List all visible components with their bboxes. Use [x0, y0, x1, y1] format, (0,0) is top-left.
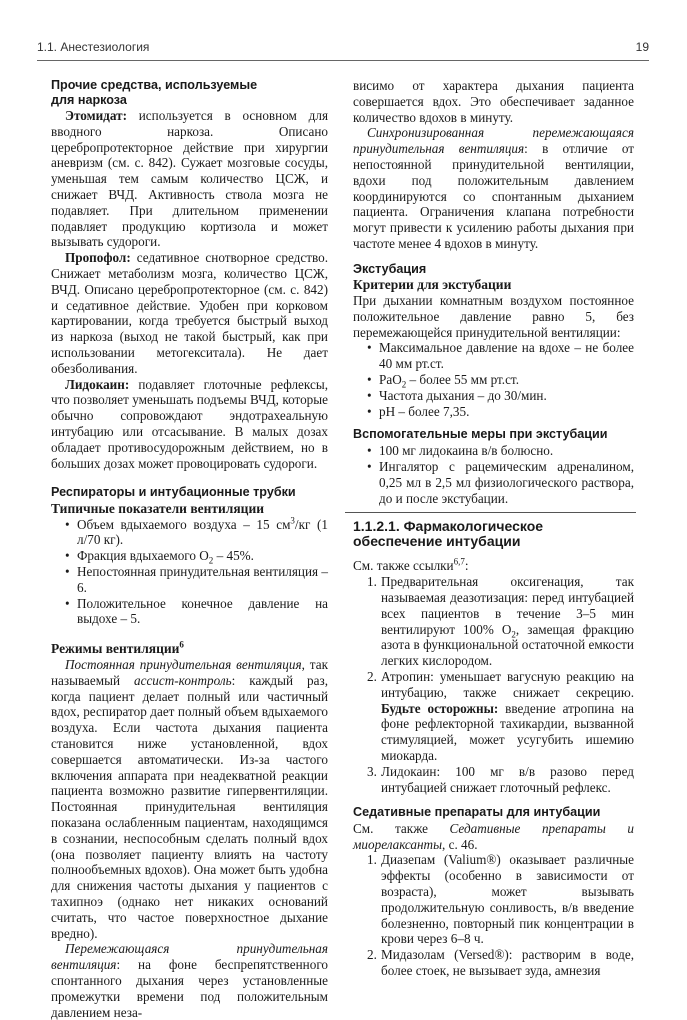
paragraph-etomidate: Этомидат: используется в основном для вводного наркоза. Описано церебропротекторное действие при хирургии аневризм (см. с. 842). Сужает мозговые сосуды, уменьшая тем самым количество ЦСЖ, и снижает ВЧД. Активность ствола мозга не подавляет. При длительном применении подавляет продукцию кортизола и может вызывать судороги. — [51, 108, 329, 250]
section-divider — [345, 512, 636, 513]
paragraph-continued: висимо от характера дыхания пациента совершается вдох. Это обеспечивает заданное количество вдохов в минуту. — [353, 78, 634, 125]
paragraph-lidocaine: Лидокаин: подавляет глоточные рефлексы, что позволяет уменьшать подъемы ВЧД, которые обычно сопровождают эндотрахеальную интубацию или отсасывание. В малых дозах обладает противосудорожным действием, но в больших дозах может провоцировать судороги. — [51, 376, 328, 471]
header-rule — [37, 60, 649, 61]
section-title: 1.1. Анестезиология — [37, 40, 150, 54]
heading-extubation: Экстубация — [353, 261, 427, 276]
auxiliary-list — [353, 443, 634, 506]
sedatives-list — [353, 852, 634, 978]
paragraph-intermittent-ventilation: Перемежающаяся принудительная вентиляция: на фоне беспрепятственного спонтанного дыхания через установленные промежутки времени под положительным давлением неза- — [51, 941, 328, 1020]
right-column — [353, 78, 634, 979]
list-item: 1. Предварительная оксигенация, так называемая деазотизация: перед интубацией всех пациентов в течение 3–5 мин вентилируют 100% $O_2$, замещая фракцию азота в функциональной остаточной емкости легких кислородом. — [367, 574, 635, 669]
list-item: • Положительное конечное давление на выдохе – 5. — [65, 596, 328, 628]
list-item: • PaO$_2$ – более 55 мм рт.ст. — [367, 372, 634, 388]
list-item: 2. Мидазолам (Versed®): растворим в воде, более стоек, не вызывает зуда, амнезия — [367, 947, 634, 979]
paragraph-see-also: См. также ссылки$^{6,7}$: — [353, 557, 469, 574]
warning-label: Будьте осторожны: — [381, 700, 499, 716]
heading-other-agents: Прочие средства, используемые для наркоза — [51, 78, 258, 107]
list-item: 1. Диазепам (Valium®) оказывает различные эффекты (особенно в зависимости от возраста), может вызывать продолжительную сонливость, в/в введение болезненно, повторный пик концентрации в крови через 6–8 ч. — [367, 852, 634, 947]
list-item: • Максимальное давление на вдохе – не более 40 мм рт.ст. — [367, 340, 634, 372]
paragraph-constant-ventilation: Постоянная принудительная вентиляция, так называемый ассист-контроль: каждый раз, когда пациент делает полный или частичный вдох, респиратор дает полный объем вдыхаемого воздуха. Если частота дыхания пациента становится ниже установленной, вдох совершается автоматически. Из-за частого включения аппарата при неадекватной реакции пациента возможно развитие гипервентиляции. Постоянная принудительная вентиляция показана ослабленным пациентам, находящимся в сознании, неспособным сделать полный вдох (она позволяет пациенту влиять на частоту полнообъемных вдохов). Она может быть удобна для снижения частоты дыхания у пациентов с тахипноэ (однако нет никаких оснований считать, что частое поверхностное дыхание вредно). — [51, 657, 328, 941]
list-item: • Объем вдыхаемого воздуха – 15 $см^3/кг$ (1 л/70 кг). — [65, 517, 328, 549]
list-item: • pH – более 7,35. — [367, 404, 634, 420]
list-item: 3. Лидокаин: 100 мг в/в разово перед интубацией снижает глоточный рефлекс. — [367, 763, 634, 795]
running-header — [37, 36, 649, 56]
heading-auxiliary-measures: Вспомогательные меры при экстубации — [353, 427, 608, 442]
page-number: 19 — [635, 40, 649, 54]
list-item: • Частота дыхания – до 30/мин. — [367, 388, 634, 404]
heading-respirators: Респираторы и интубационные трубки — [51, 485, 296, 500]
heading-sedatives: Седативные препараты для интубации — [353, 805, 601, 820]
typical-ventilation-list — [51, 517, 328, 628]
criteria-list — [353, 340, 634, 419]
list-item: • Ингалятор с рацемическим адреналином, 0,25 мл в 2,5 мл физиологического раствора, до и после экстубации. — [367, 459, 634, 506]
heading-pharmacological-intubation: 1.1.2.1. Фармакологическое обеспечение интубации — [353, 518, 544, 550]
paragraph-propofol: Пропофол: седативное снотворное средство. Снижает метаболизм мозга, количество ЦСЖ, ВЧД. Описано церебропротекторное (см. с. 842) и седативное действие. Удобен при корковом картировании, когда требуется быстрый выход из наркоза (выход не такой быстрый, как при использовании метогекситала). Не дает обезболивания. — [51, 250, 328, 376]
heading-ventilation-modes: Режимы вентиляции$^6$ — [51, 639, 184, 657]
list-item: • 100 мг лидокаина в/в болюсно. — [367, 443, 634, 459]
list-item: • Фракция вдыхаемого $O_2 - 45\%$. — [65, 548, 328, 564]
left-column — [51, 78, 328, 1020]
paragraph-sedatives-see-also: См. также Седативные препараты и миорелаксанты, с. 46. — [353, 820, 634, 852]
heading-extubation-criteria: Критерии для экстубации — [353, 277, 512, 293]
list-item: • Непостоянная принудительная вентиляция – 6. — [65, 564, 328, 596]
paragraph-criteria: При дыхании комнатным воздухом постоянное положительное давление равно 5, без перемежающейся принудительной вентиляции: — [353, 293, 634, 340]
paragraph-synchronized: Синхронизированная перемежающаяся принудительная вентиляция: в отличие от непостоянной принудительной вентиляции, вдохи под положительным давлением координируются со спонтанным дыханием пациента. Ограничения клапана потребности могут привести к усилению работы дыхания при частоте менее 4 вдохов в минуту. — [353, 125, 635, 251]
list-item: 2. Атропин: уменьшает вагусную реакцию на интубацию, также снижает секрецию. Будьте осторожны: введение атропина на фоне рефлекторной тахикардии, вызванной стимуляцией, может усугубить ишемию миокарда. — [367, 669, 634, 763]
pharmacology-list — [353, 574, 634, 795]
heading-typical-ventilation: Типичные показатели вентиляции — [51, 500, 265, 516]
